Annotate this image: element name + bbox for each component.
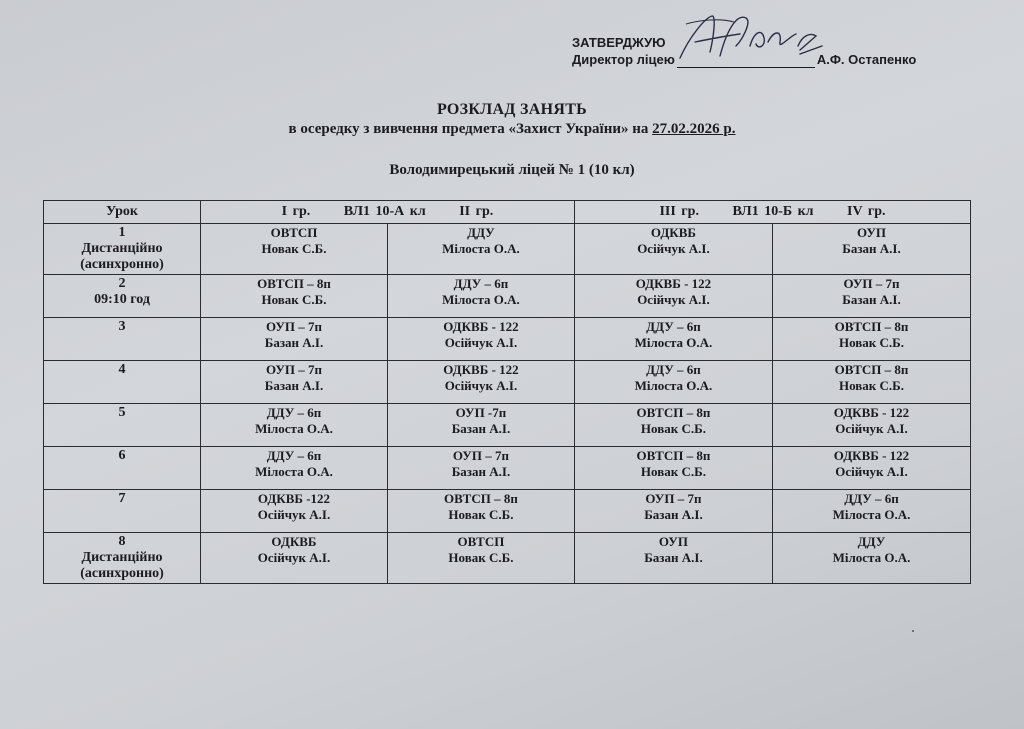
subject-room: ОУП (856, 225, 886, 240)
col-class-b (574, 201, 970, 224)
table-row (44, 490, 971, 533)
subject-room: ДДУ (467, 225, 495, 240)
teacher-name: Новак С.Б. (261, 241, 327, 256)
group-4-cell (772, 318, 970, 361)
teacher-name: Мілоста О.А. (255, 464, 333, 479)
table-row (44, 361, 971, 404)
class-b-label: ВЛ1 10-Б кл (732, 204, 814, 219)
director-name: А.Ф. Остапенко (816, 52, 917, 67)
teacher-name: Осійчук А.І. (637, 241, 710, 256)
subject-room: ДДУ – 6п (646, 362, 701, 377)
group-2-cell (387, 447, 574, 490)
group-4-cell (772, 533, 970, 584)
handwritten-signature (650, 6, 830, 68)
lesson-cell (44, 361, 201, 404)
lesson-note: Дистанційно (асинхронно) (80, 550, 164, 581)
teacher-name: Базан А.І. (644, 507, 703, 522)
teacher-name: Базан А.І. (842, 292, 901, 307)
group-1-cell (201, 224, 388, 275)
lesson-cell (44, 275, 201, 318)
subject-room: ОУП – 7п (645, 491, 702, 506)
table-header-row (44, 201, 971, 224)
group-3-cell (574, 361, 772, 404)
group-4-cell (772, 447, 970, 490)
teacher-name: Осійчук А.І. (637, 292, 710, 307)
group-1-cell (201, 361, 388, 404)
teacher-name: Осійчук А.І. (257, 550, 331, 565)
table-row (44, 404, 971, 447)
group-2-cell (387, 318, 574, 361)
lesson-cell (44, 533, 201, 584)
teacher-name: Новак С.Б. (640, 421, 706, 436)
teacher-name: Мілоста О.А. (442, 241, 520, 256)
teacher-name: Базан А.І. (451, 464, 511, 479)
subject-room: ОУП – 7п (452, 448, 509, 463)
page-title: РОЗКЛАД ЗАНЯТЬ (436, 101, 588, 118)
lesson-number: 7 (118, 491, 126, 506)
teacher-name: Новак С.Б. (838, 335, 904, 350)
school-name: Володимирецький ліцей № 1 (10 кл) (389, 162, 635, 178)
lesson-cell (44, 224, 201, 275)
teacher-name: Новак С.Б. (838, 378, 904, 393)
subject-room: ОУП -7п (455, 405, 507, 420)
subject-room: ОДКВБ - 122 (833, 448, 910, 463)
schedule-date: 27.02.2026 р. (652, 121, 736, 137)
col-lesson: Урок (44, 201, 201, 224)
group4-label: IV гр. (847, 204, 886, 219)
lesson-note: Дистанційно (асинхронно) (80, 241, 164, 272)
subject-room: ОДКВБ - 122 (833, 405, 910, 420)
teacher-name: Базан А.І. (451, 421, 511, 436)
subject-room: ОУП (658, 534, 688, 549)
page-subtitle (0, 121, 1024, 138)
subject-room: ДДУ – 6п (453, 276, 509, 291)
lesson-cell (44, 447, 201, 490)
subject-room: ОВТСП – 8п (834, 319, 909, 334)
teacher-name: Новак С.Б. (640, 464, 706, 479)
group-3-cell (574, 404, 772, 447)
class-a-label: ВЛ1 10-А кл (343, 204, 426, 219)
subtitle-text: в осередку з вивчення предмета «Захист України» на (288, 121, 653, 137)
group1-label: І гр. (281, 204, 311, 219)
table-row (44, 224, 971, 275)
table-row (44, 318, 971, 361)
subject-room: ОУП – 7п (265, 362, 322, 377)
group-3-cell (574, 490, 772, 533)
schedule-table (43, 200, 971, 584)
group-4-cell (772, 404, 970, 447)
teacher-name: Осійчук А.І. (257, 507, 331, 522)
subject-room: ОВТСП (457, 534, 505, 549)
table-row (44, 447, 971, 490)
teacher-name: Базан А.І. (644, 550, 703, 565)
lesson-number: 6 (118, 448, 126, 463)
subject-room: ОВТСП – 8п (257, 276, 331, 291)
group-2-cell (387, 361, 574, 404)
subject-room: ОВТСП (270, 225, 318, 240)
subject-room: ОВТСП – 8п (444, 491, 518, 506)
teacher-name: Мілоста О.А. (255, 421, 333, 436)
table-row (44, 275, 971, 318)
lesson-number: 4 (118, 362, 126, 377)
paper-speck (912, 630, 914, 632)
teacher-name: Новак С.Б. (261, 292, 327, 307)
teacher-name: Новак С.Б. (448, 550, 514, 565)
subject-room: ОВТСП – 8п (834, 362, 909, 377)
lesson-number: 1 (118, 225, 126, 240)
subject-room: ОДКВБ - 122 (635, 276, 712, 291)
teacher-name: Мілоста О.А. (832, 507, 911, 522)
teacher-name: Осійчук А.І. (835, 464, 908, 479)
group-3-cell (574, 275, 772, 318)
lesson-cell (44, 404, 201, 447)
group-4-cell (772, 361, 970, 404)
teacher-name: Мілоста О.А. (442, 292, 520, 307)
group-2-cell (387, 275, 574, 318)
lesson-number: 3 (118, 319, 126, 334)
director-position: Директор ліцею (572, 52, 675, 67)
teacher-name: Базан А.І. (842, 241, 901, 256)
lesson-number: 2 (118, 276, 126, 291)
subject-room: ОВТСП – 8п (636, 405, 711, 420)
group-2-cell (387, 224, 574, 275)
group-3-cell (574, 318, 772, 361)
group3-label: ІІІ гр. (659, 204, 699, 219)
teacher-name: Мілоста О.А. (634, 335, 713, 350)
group-4-cell (772, 224, 970, 275)
teacher-name: Новак С.Б. (448, 507, 514, 522)
approve-label: ЗАТВЕРДЖУЮ (572, 35, 666, 50)
subject-room: ОДКВБ -122 (257, 491, 331, 506)
teacher-name: Базан А.І. (264, 335, 324, 350)
subject-room: ОДКВБ (650, 225, 696, 240)
group-2-cell (387, 490, 574, 533)
subject-room: ОВТСП – 8п (636, 448, 711, 463)
group-3-cell (574, 224, 772, 275)
subject-room: ДДУ – 6п (266, 405, 322, 420)
teacher-name: Базан А.І. (264, 378, 324, 393)
subject-room: ДДУ (857, 534, 886, 549)
group-1-cell (201, 275, 388, 318)
group2-label: ІІ гр. (459, 204, 494, 219)
lesson-number: 5 (118, 405, 126, 420)
lesson-cell (44, 318, 201, 361)
teacher-name: Мілоста О.А. (832, 550, 911, 565)
teacher-name: Мілоста О.А. (634, 378, 713, 393)
subject-room: ОДКВБ - 122 (443, 319, 519, 334)
group-2-cell (387, 404, 574, 447)
col-class-a (201, 201, 575, 224)
group-3-cell (574, 447, 772, 490)
table-row (44, 533, 971, 584)
subject-room: ОУП – 7п (265, 319, 322, 334)
group-1-cell (201, 533, 388, 584)
group-2-cell (387, 533, 574, 584)
subject-room: ОДКВБ (271, 534, 317, 549)
teacher-name: Осійчук А.І. (835, 421, 908, 436)
group-4-cell (772, 275, 970, 318)
teacher-name: Осійчук А.І. (444, 378, 518, 393)
lesson-number: 8 (118, 534, 126, 549)
group-1-cell (201, 447, 388, 490)
group-1-cell (201, 404, 388, 447)
subject-room: ОДКВБ - 122 (443, 362, 519, 377)
lesson-note: 09:10 год (94, 292, 150, 307)
subject-room: ДДУ – 6п (844, 491, 899, 506)
teacher-name: Осійчук А.І. (444, 335, 518, 350)
group-3-cell (574, 533, 772, 584)
group-1-cell (201, 318, 388, 361)
subject-room: ОУП – 7п (843, 276, 900, 291)
group-4-cell (772, 490, 970, 533)
lesson-cell (44, 490, 201, 533)
subject-room: ДДУ – 6п (266, 448, 322, 463)
group-1-cell (201, 490, 388, 533)
subject-room: ДДУ – 6п (646, 319, 701, 334)
